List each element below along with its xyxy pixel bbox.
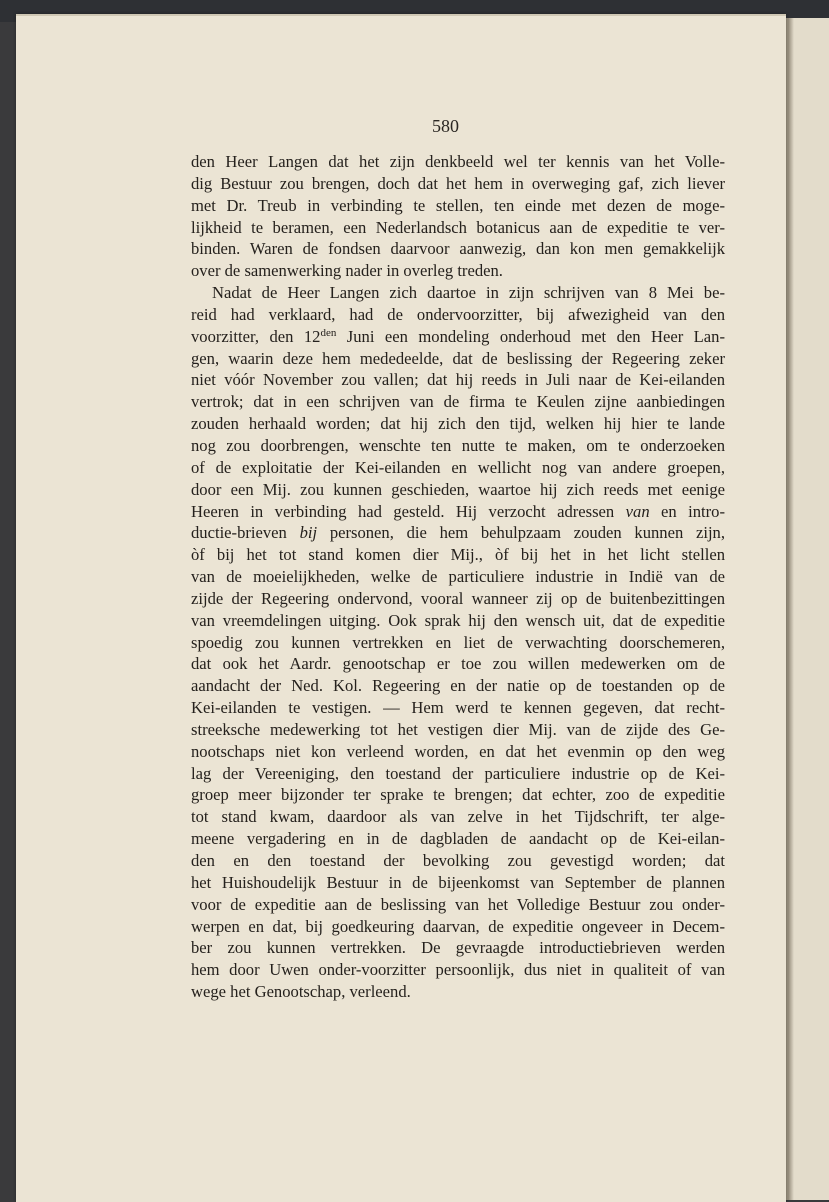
page-number: 580: [432, 116, 459, 136]
text-line: òf bij het tot stand komen dier Mij., òf bij het in het licht stellen: [191, 545, 725, 565]
text-line: meene vergadering en in de dagbladen de aandacht op de Kei-eilan-: [191, 829, 725, 849]
text-line: vertrok; dat in een schrijven van de firma te Keulen zijne aanbiedingen: [191, 392, 725, 412]
text-line: aandacht der Ned. Kol. Regeering en der natie op de toestanden op de: [191, 676, 725, 696]
text-line: Kei-eilanden te vestigen. — Hem werd te kennen gegeven, dat recht-: [191, 698, 725, 718]
text-line: [191, 501, 725, 523]
text-line: of de exploitatie der Kei-eilanden en wellicht nog van andere groepen,: [191, 457, 725, 477]
text-line: wege het Genootschap, verleend.: [191, 982, 411, 1002]
text-line: nootschaps niet kon verleend worden, en dat het evenmin op den weg: [191, 741, 725, 761]
text-line: door een Mij. zou kunnen geschieden, waartoe hij zich reeds met eenige: [191, 479, 725, 499]
text-line: reid had verklaard, had de ondervoorzitter, bij afwezigheid van den: [191, 304, 725, 324]
body-text: [191, 151, 725, 1003]
text-line: tot stand kwam, daardoor als van zelve in het Tijdschrift, ter alge-: [191, 807, 725, 827]
text-line: binden. Waren de fondsen daarvoor aanwezig, dan kon men gemakkelijk: [191, 239, 725, 259]
text-run: ductie-brieven: [191, 523, 300, 543]
text-line: ber zou kunnen vertrekken. De gevraagde introductiebrieven werden: [191, 938, 725, 958]
text-line: voor de expeditie aan de beslissing van het Volledige Bestuur zou onder-: [191, 894, 725, 914]
text-line: spoedig zou kunnen vertrekken en liet de verwachting doorschemeren,: [191, 632, 725, 652]
text-run: en intro-: [649, 501, 725, 521]
text-line: gen, waarin deze hem mededeelde, dat de beslissing der Regeering zeker: [191, 348, 725, 368]
italic-word: van: [625, 501, 650, 521]
text-line: met Dr. Treub in verbinding te stellen, ten einde met dezen de moge-: [191, 195, 725, 215]
text-run: voorzitter, den 12: [191, 326, 321, 346]
text-line: groep meer bijzonder ter sprake te brengen; dat echter, zoo de expeditie: [191, 785, 725, 805]
text-line: dat ook het Aardr. genootschap er toe zou willen medewerken om de: [191, 654, 725, 674]
text-run: Heeren in verbinding had gesteld. Hij verzocht adressen: [191, 501, 626, 521]
text-line: [191, 522, 725, 544]
text-line: [191, 326, 725, 348]
text-run: personen, die hem behulpzaam zouden kunnen zijn,: [317, 523, 725, 543]
text-line: nog zou doorbrengen, wenschte ten nutte te maken, om te onderzoeken: [191, 435, 725, 455]
text-line: niet vóór November zou vallen; dat hij reeds in Juli naar de Kei-eilanden: [191, 370, 725, 390]
text-run: Juni een mondeling onderhoud met den Heer Lan-: [336, 326, 725, 346]
text-line: den Heer Langen dat het zijn denkbeeld wel ter kennis van het Volle-: [191, 152, 725, 171]
text-line: lijkheid te beramen, een Nederlandsch botanicus aan de expeditie te ver-: [191, 217, 725, 237]
text-line: van de moeielijkheden, welke de particuliere industrie in Indië van de: [191, 567, 725, 587]
text-line: zouden herhaald worden; dat hij zich den tijd, welken hij hier te lande: [191, 414, 725, 434]
text-line: dig Bestuur zou brengen, doch dat het hem in overweging gaf, zich liever: [191, 173, 725, 193]
next-page-edge: [786, 18, 829, 1200]
text-line: het Huishoudelijk Bestuur in de bijeenkomst van September de plannen: [191, 872, 725, 892]
italic-word: bij: [299, 523, 318, 543]
superscript: den: [320, 326, 337, 339]
text-line: hem door Uwen onder-voorzitter persoonlijk, dus niet in qualiteit of van: [191, 960, 725, 980]
text-line: van vreemdelingen uitging. Ook sprak hij den wensch uit, dat de expeditie: [191, 610, 725, 630]
text-line: Nadat de Heer Langen zich daartoe in zijn schrijven van 8 Mei be-: [212, 283, 725, 303]
text-line: werpen en dat, bij goedkeuring daarvan, de expeditie ongeveer in Decem-: [191, 916, 725, 936]
text-line: streeksche medewerking tot het vestigen dier Mij. van de zijde des Ge-: [191, 719, 725, 739]
text-line: zijde der Regeering ondervond, vooral wanneer zij op de buitenbezittingen: [191, 588, 725, 608]
page-gutter-shadow: [788, 18, 794, 1200]
text-line: den en den toestand der bevolking zou gevestigd worden; dat: [191, 851, 725, 870]
text-line: lag der Vereeniging, den toestand der particuliere industrie op de Kei-: [191, 763, 725, 783]
text-line: over de samenwerking nader in overleg treden.: [191, 261, 503, 281]
